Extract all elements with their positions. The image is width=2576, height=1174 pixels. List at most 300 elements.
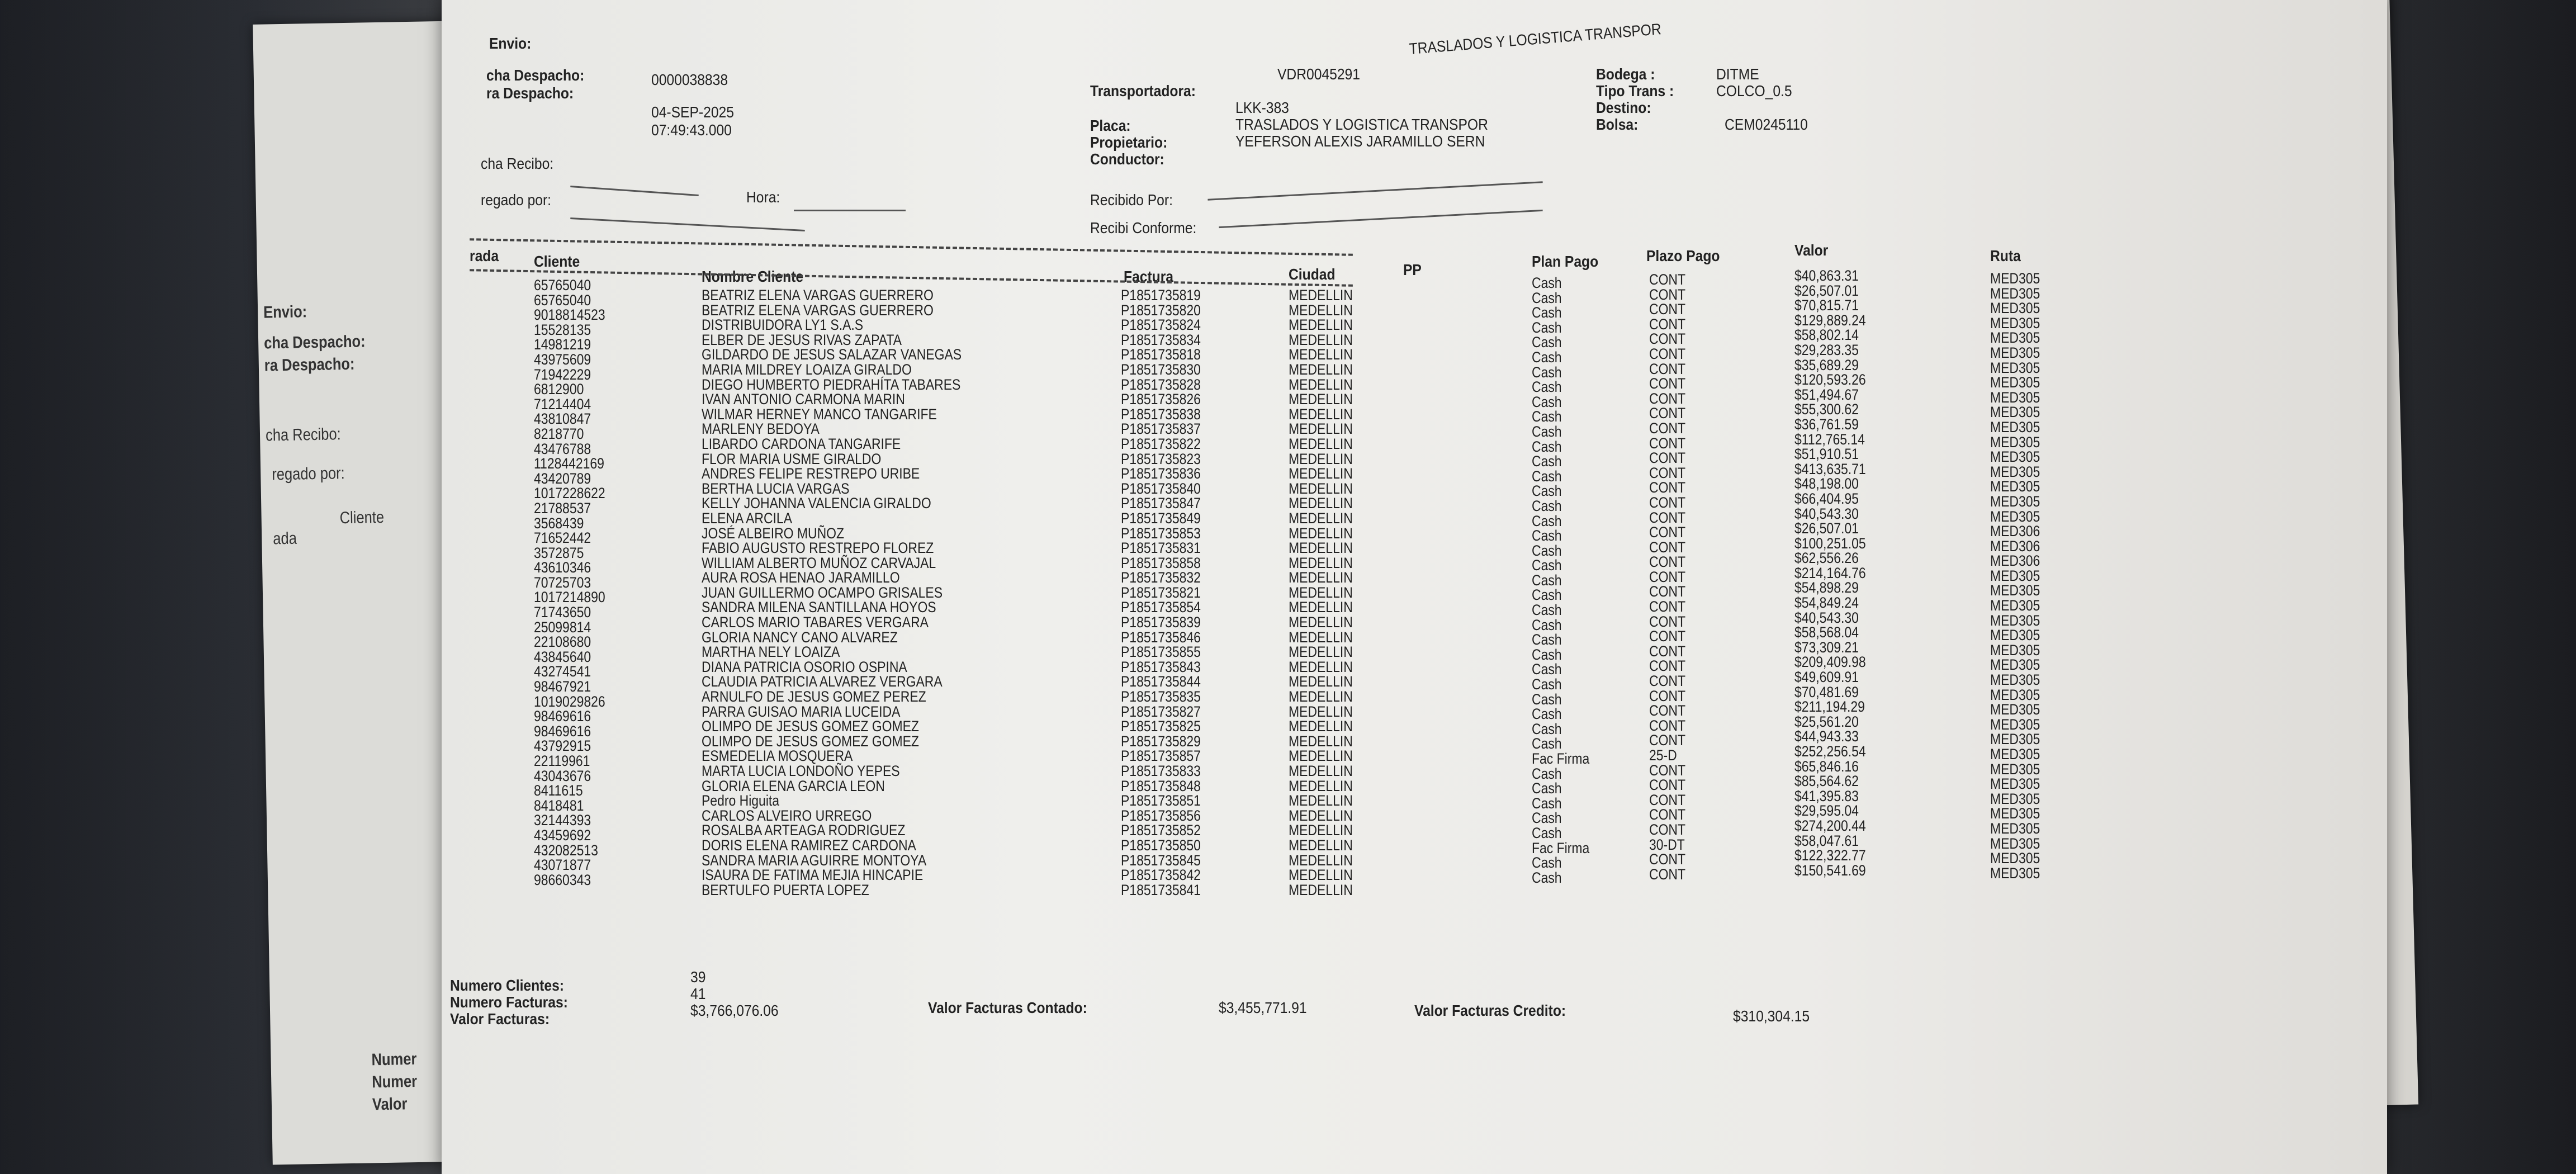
ruta: MED305 xyxy=(1990,835,2040,852)
factura-number: P1851735840 xyxy=(1121,480,1201,497)
cliente-nombre: ELBER DE JESUS RIVAS ZAPATA xyxy=(702,331,902,348)
ruta: MED305 xyxy=(1990,478,2040,495)
factura-number: P1851735855 xyxy=(1121,643,1201,661)
cliente-nombre: DIEGO HUMBERTO PIEDRAHÍTA TABARES xyxy=(702,376,961,393)
cliente-nombre: BEATRIZ ELENA VARGAS GUERRERO xyxy=(702,287,934,304)
plan-pago: Cash xyxy=(1532,274,1562,291)
cliente-id: 71214404 xyxy=(534,395,591,413)
cliente-id: 65765040 xyxy=(534,277,591,294)
dispatch-document xyxy=(442,0,2387,1174)
plan-pago: Cash xyxy=(1532,319,1562,336)
valor: $44,943.33 xyxy=(1794,728,1859,745)
ruta: MED305 xyxy=(1990,656,2040,674)
plazo-pago: CONT xyxy=(1649,301,1686,318)
valor: $36,761.59 xyxy=(1794,415,1859,433)
ruta: MED305 xyxy=(1990,285,2040,302)
ruta: MED305 xyxy=(1990,864,2040,882)
envio-label: Envio: xyxy=(489,35,532,52)
cliente-nombre: CARLOS MARIO TABARES VERGARA xyxy=(702,614,929,631)
plan-pago: Cash xyxy=(1532,557,1562,574)
factura-number: P1851735828 xyxy=(1121,376,1201,393)
ciudad: MEDELLIN xyxy=(1289,524,1353,542)
cliente-id: 98660343 xyxy=(534,871,591,888)
factura-number: P1851735818 xyxy=(1121,346,1201,363)
ciudad: MEDELLIN xyxy=(1289,614,1353,631)
cliente-nombre: FABIO AUGUSTO RESTREPO FLOREZ xyxy=(702,539,934,557)
ciudad: MEDELLIN xyxy=(1289,316,1353,334)
ciudad: MEDELLIN xyxy=(1289,465,1353,482)
ciudad: MEDELLIN xyxy=(1289,643,1353,661)
ciudad: MEDELLIN xyxy=(1289,391,1353,408)
factura-number: P1851735843 xyxy=(1121,658,1201,675)
valor: $26,507.01 xyxy=(1794,282,1859,299)
factura-number: P1851735832 xyxy=(1121,569,1201,586)
plazo-pago: CONT xyxy=(1649,732,1686,749)
entregado-label: regado por: xyxy=(481,191,552,209)
bodega-label: Bodega : xyxy=(1596,65,1655,83)
valor: $252,256.54 xyxy=(1794,743,1866,760)
ruta: MED305 xyxy=(1990,463,2040,480)
factura-number: P1851735826 xyxy=(1121,391,1201,408)
plazo-pago: CONT xyxy=(1649,761,1686,779)
cliente-nombre: MARTHA NELY LOAIZA xyxy=(702,643,840,661)
factura-number: P1851735848 xyxy=(1121,777,1201,794)
cliente-id: 6812900 xyxy=(534,381,584,398)
ciudad: MEDELLIN xyxy=(1289,688,1353,706)
plan-pago: Cash xyxy=(1532,824,1562,841)
ruta: MED306 xyxy=(1990,523,2040,540)
factura-number: P1851735830 xyxy=(1121,361,1201,378)
factura-number: P1851735844 xyxy=(1121,673,1201,690)
hora-label: Hora: xyxy=(746,188,780,206)
cliente-nombre: ESMEDELIA MOSQUERA xyxy=(702,747,853,765)
plazo-pago: CONT xyxy=(1649,628,1686,645)
cliente-nombre: Pedro Higuita xyxy=(702,792,780,810)
factura-number: P1851735823 xyxy=(1121,450,1201,467)
plan-pago: Cash xyxy=(1532,467,1562,485)
valor: $70,815.71 xyxy=(1794,297,1859,314)
ciudad: MEDELLIN xyxy=(1289,301,1353,319)
factura-number: P1851735849 xyxy=(1121,509,1201,527)
plazo-pago: CONT xyxy=(1649,330,1686,348)
ciudad: MEDELLIN xyxy=(1289,732,1353,750)
valor: $66,404.95 xyxy=(1794,490,1859,507)
cliente-id: 71652442 xyxy=(534,529,591,547)
valor-facturas-label: Valor Facturas: xyxy=(450,1010,550,1028)
plazo-pago: CONT xyxy=(1649,851,1686,868)
plan-pago: Fac Firma xyxy=(1532,750,1590,767)
valor: $100,251.05 xyxy=(1794,534,1866,552)
bodega-value: DITME xyxy=(1716,65,1759,83)
factura-number: P1851735822 xyxy=(1121,435,1201,452)
plazo-pago: 25-D xyxy=(1649,747,1677,764)
valor: $214,164.76 xyxy=(1794,564,1866,581)
ruta: MED305 xyxy=(1990,716,2040,733)
cliente-nombre: ISAURA DE FATIMA MEJIA HINCAPIE xyxy=(702,867,924,884)
plan-pago: Cash xyxy=(1532,289,1562,306)
valor: $413,635.71 xyxy=(1794,460,1866,477)
factura-number: P1851735835 xyxy=(1121,688,1201,706)
plazo-pago: CONT xyxy=(1649,613,1686,630)
valor: $40,543.30 xyxy=(1794,505,1859,522)
factura-number: P1851735856 xyxy=(1121,807,1201,824)
cliente-nombre: DORIS ELENA RAMIREZ CARDONA xyxy=(702,836,916,854)
ciudad: MEDELLIN xyxy=(1289,792,1353,810)
plazo-pago: CONT xyxy=(1649,598,1686,616)
ciudad: MEDELLIN xyxy=(1289,554,1353,571)
ciudad: MEDELLIN xyxy=(1289,584,1353,601)
plan-pago: Cash xyxy=(1532,646,1562,663)
valor: $58,047.61 xyxy=(1794,832,1859,849)
factura-number: P1851735842 xyxy=(1121,867,1201,884)
ruta: MED305 xyxy=(1990,329,2040,347)
plan-pago: Cash xyxy=(1532,453,1562,470)
plan-pago: Cash xyxy=(1532,869,1562,886)
plan-pago: Fac Firma xyxy=(1532,839,1590,856)
ruta: MED305 xyxy=(1990,448,2040,466)
plazo-pago: CONT xyxy=(1649,286,1686,303)
plazo-pago: CONT xyxy=(1649,806,1686,823)
valor: $120,593.26 xyxy=(1794,371,1866,389)
ciudad: MEDELLIN xyxy=(1289,405,1353,423)
ciudad: MEDELLIN xyxy=(1289,346,1353,363)
cliente-id: 8418481 xyxy=(534,797,584,814)
plan-pago: Cash xyxy=(1532,854,1562,872)
plazo-pago: CONT xyxy=(1649,568,1686,585)
ruta: MED305 xyxy=(1990,746,2040,763)
ruta: MED305 xyxy=(1990,404,2040,421)
ruta: MED305 xyxy=(1990,389,2040,406)
back-rada-header: ada xyxy=(273,529,297,548)
ruta: MED305 xyxy=(1990,641,2040,659)
ruta: MED305 xyxy=(1990,850,2040,867)
cliente-id: 8218770 xyxy=(534,425,584,442)
valor: $85,564.62 xyxy=(1794,773,1859,790)
col-ciudad: Ciudad xyxy=(1289,266,1336,283)
plan-pago: Cash xyxy=(1532,780,1562,797)
cliente-id: 43459692 xyxy=(534,826,591,844)
fecha-despacho-label: cha Despacho: xyxy=(486,67,585,84)
ruta: MED306 xyxy=(1990,537,2040,555)
cliente-id: 22108680 xyxy=(534,633,591,651)
ruta: MED305 xyxy=(1990,820,2040,837)
cliente-nombre: SANDRA MARIA AGUIRRE MONTOYA xyxy=(702,851,927,869)
cliente-id: 1019029826 xyxy=(534,693,605,710)
cliente-id: 432082513 xyxy=(534,841,598,859)
col-nombre-cliente: Nombre Cliente xyxy=(702,268,804,285)
recibi-conforme-label: Recibi Conforme: xyxy=(1090,219,1197,236)
ciudad: MEDELLIN xyxy=(1289,822,1353,839)
ciudad: MEDELLIN xyxy=(1289,435,1353,452)
back-entregado-label: regado por: xyxy=(271,464,345,484)
factura-number: P1851735829 xyxy=(1121,732,1201,750)
back-fecha-recibo-label: cha Recibo: xyxy=(265,425,342,445)
factura-number: P1851735850 xyxy=(1121,836,1201,854)
plazo-pago: CONT xyxy=(1649,479,1686,496)
cliente-id: 43975609 xyxy=(534,351,591,368)
plazo-pago: CONT xyxy=(1649,464,1686,481)
factura-number: P1851735858 xyxy=(1121,554,1201,571)
valor: $49,609.91 xyxy=(1794,669,1859,686)
col-valor: Valor xyxy=(1794,242,1829,259)
cliente-nombre: SANDRA MILENA SANTILLANA HOYOS xyxy=(702,599,936,616)
cliente-id: 1017228622 xyxy=(534,485,605,502)
ruta: MED305 xyxy=(1990,760,2040,778)
contado-label: Valor Facturas Contado: xyxy=(928,999,1087,1016)
back-footer-label: Valor xyxy=(372,1095,408,1114)
cliente-id: 9018814523 xyxy=(534,306,605,324)
ruta: MED305 xyxy=(1990,775,2040,793)
recibido-por-line xyxy=(1208,181,1542,200)
plan-pago: Cash xyxy=(1532,334,1562,351)
valor: $40,863.31 xyxy=(1794,267,1859,284)
ciudad: MEDELLIN xyxy=(1289,807,1353,824)
conductor-value: YEFERSON ALEXIS JARAMILLO SERN xyxy=(1235,132,1485,150)
cliente-nombre: ARNULFO DE JESUS GOMEZ PEREZ xyxy=(702,688,926,706)
plazo-pago: CONT xyxy=(1649,657,1686,675)
valor: $122,322.77 xyxy=(1794,847,1866,864)
transportadora-name: TRASLADOS Y LOGISTICA TRANSPOR xyxy=(1408,20,1662,58)
valor: $112,765.14 xyxy=(1794,430,1865,448)
valor: $48,198.00 xyxy=(1794,475,1859,493)
cliente-nombre: ANDRES FELIPE RESTREPO URIBE xyxy=(702,465,920,482)
plan-pago: Cash xyxy=(1532,527,1562,545)
ruta: MED305 xyxy=(1990,493,2040,510)
plazo-pago: CONT xyxy=(1649,717,1686,734)
plan-pago: Cash xyxy=(1532,378,1562,396)
cliente-id: 98467921 xyxy=(534,678,591,695)
ciudad: MEDELLIN xyxy=(1289,420,1353,438)
ciudad: MEDELLIN xyxy=(1289,718,1353,735)
valor: $70,481.69 xyxy=(1794,683,1859,700)
cliente-nombre: OLIMPO DE JESUS GOMEZ GOMEZ xyxy=(702,718,919,735)
ruta: MED305 xyxy=(1990,701,2040,718)
cliente-id: 15528135 xyxy=(534,321,591,338)
ruta: MED305 xyxy=(1990,300,2040,317)
ruta: MED305 xyxy=(1990,270,2040,287)
cliente-nombre: JOSÉ ALBEIRO MUÑOZ xyxy=(702,524,845,542)
ruta: MED305 xyxy=(1990,344,2040,361)
ruta: MED305 xyxy=(1990,508,2040,525)
cliente-nombre: JUAN GUILLERMO OCAMPO GRISALES xyxy=(702,584,943,601)
plazo-pago: CONT xyxy=(1649,687,1686,704)
ruta: MED305 xyxy=(1990,627,2040,644)
cliente-id: 43420789 xyxy=(534,470,591,487)
cliente-id: 43274541 xyxy=(534,663,591,680)
ciudad: MEDELLIN xyxy=(1289,361,1353,378)
cliente-id: 98469616 xyxy=(534,722,591,740)
ruta: MED305 xyxy=(1990,418,2040,435)
table-header-top-rule xyxy=(470,238,1353,256)
plazo-pago: 30-DT xyxy=(1649,836,1685,853)
plazo-pago: CONT xyxy=(1649,494,1686,511)
ciudad: MEDELLIN xyxy=(1289,673,1353,690)
valor: $35,689.29 xyxy=(1794,356,1859,373)
ruta: MED305 xyxy=(1990,567,2040,584)
plan-pago: Cash xyxy=(1532,512,1562,529)
col-ruta: Ruta xyxy=(1990,247,2021,264)
ruta: MED305 xyxy=(1990,671,2040,689)
plazo-pago: CONT xyxy=(1649,524,1686,541)
col-pp: PP xyxy=(1403,261,1422,278)
cliente-id: 43476788 xyxy=(534,440,591,457)
cliente-nombre: BERTULFO PUERTA LOPEZ xyxy=(702,881,869,898)
plazo-pago: CONT xyxy=(1649,553,1686,571)
ruta: MED305 xyxy=(1990,314,2040,332)
table-header-bottom-rule xyxy=(470,266,1353,287)
plan-pago: Cash xyxy=(1532,542,1562,559)
valor: $29,283.35 xyxy=(1794,341,1859,358)
ciudad: MEDELLIN xyxy=(1289,658,1353,675)
factura-number: P1851735821 xyxy=(1121,584,1201,601)
plan-pago: Cash xyxy=(1532,810,1562,827)
ciudad: MEDELLIN xyxy=(1289,376,1353,393)
cliente-nombre: AURA ROSA HENAO JARAMILLO xyxy=(702,569,900,586)
ciudad: MEDELLIN xyxy=(1289,599,1353,616)
ciudad: MEDELLIN xyxy=(1289,539,1353,557)
propietario-value: TRASLADOS Y LOGISTICA TRANSPOR xyxy=(1235,116,1488,133)
plan-pago: Cash xyxy=(1532,720,1562,737)
ciudad: MEDELLIN xyxy=(1289,450,1353,467)
cliente-nombre: ELENA ARCILA xyxy=(702,509,793,527)
valor: $73,309.21 xyxy=(1794,638,1859,656)
conductor-label: Conductor: xyxy=(1090,150,1164,168)
factura-number: P1851735836 xyxy=(1121,465,1201,482)
propietario-label: Propietario: xyxy=(1090,134,1168,151)
valor: $25,561.20 xyxy=(1794,713,1859,730)
cliente-id: 1128442169 xyxy=(534,455,604,472)
plan-pago: Cash xyxy=(1532,571,1562,589)
cliente-id: 43610346 xyxy=(534,559,591,576)
factura-number: P1851735833 xyxy=(1121,763,1201,779)
numero-facturas-value: 41 xyxy=(690,985,706,1002)
valor: $40,543.30 xyxy=(1794,609,1859,626)
plan-pago: Cash xyxy=(1532,393,1562,410)
entregado-line xyxy=(570,217,805,231)
valor: $41,395.83 xyxy=(1794,787,1859,804)
ciudad: MEDELLIN xyxy=(1289,628,1353,646)
back-footer-label: Numer xyxy=(371,1049,417,1069)
cliente-nombre: WILMAR HERNEY MANCO TANGARIFE xyxy=(702,405,937,423)
plazo-pago: CONT xyxy=(1649,821,1686,838)
credito-label: Valor Facturas Credito: xyxy=(1414,1002,1566,1019)
cliente-nombre: GLORIA NANCY CANO ALVAREZ xyxy=(702,628,898,646)
numero-clientes-label: Numero Clientes: xyxy=(450,977,565,994)
ruta: MED305 xyxy=(1990,805,2040,822)
cliente-id: 8411615 xyxy=(534,782,583,799)
plazo-pago: CONT xyxy=(1649,315,1686,333)
cliente-id: 14981219 xyxy=(534,336,591,353)
col-plazo-pago: Plazo Pago xyxy=(1646,247,1720,264)
col-rada: rada xyxy=(470,247,499,264)
ruta: MED305 xyxy=(1990,374,2040,391)
factura-number: P1851735853 xyxy=(1121,524,1201,542)
plan-pago: Cash xyxy=(1532,348,1562,366)
plazo-pago: CONT xyxy=(1649,583,1686,600)
valor: $65,846.16 xyxy=(1794,758,1859,775)
plan-pago: Cash xyxy=(1532,497,1562,514)
envio-number: 0000038838 xyxy=(651,71,728,88)
plan-pago: Cash xyxy=(1532,690,1562,708)
plan-pago: Cash xyxy=(1532,423,1562,440)
plan-pago: Cash xyxy=(1532,616,1562,633)
transportadora-label: Transportadora: xyxy=(1090,82,1196,100)
cliente-nombre: GILDARDO DE JESUS SALAZAR VANEGAS xyxy=(702,346,962,363)
factura-number: P1851735838 xyxy=(1121,405,1201,423)
factura-number: P1851735824 xyxy=(1121,316,1201,334)
cliente-id: 32144393 xyxy=(534,812,591,829)
plan-pago: Cash xyxy=(1532,794,1562,812)
plazo-pago: CONT xyxy=(1649,509,1686,526)
plan-pago: Cash xyxy=(1532,363,1562,381)
cliente-nombre: MARTA LUCIA LONDOÑO YEPES xyxy=(702,763,900,779)
ruta: MED305 xyxy=(1990,790,2040,807)
credito-value: $310,304.15 xyxy=(1733,1007,1810,1025)
back-cliente-header: Cliente xyxy=(339,508,385,528)
ruta: MED305 xyxy=(1990,597,2040,614)
valor-facturas-value: $3,766,076.06 xyxy=(690,1002,779,1019)
plan-pago: Cash xyxy=(1532,706,1562,723)
ciudad: MEDELLIN xyxy=(1289,480,1353,497)
cliente-id: 70725703 xyxy=(534,574,591,591)
ruta: MED305 xyxy=(1990,582,2040,599)
cliente-nombre: IVAN ANTONIO CARMONA MARIN xyxy=(702,391,905,408)
factura-number: P1851735846 xyxy=(1121,628,1201,646)
cliente-nombre: FLOR MARIA USME GIRALDO xyxy=(702,450,882,467)
factura-number: P1851735837 xyxy=(1121,420,1201,438)
valor: $54,849.24 xyxy=(1794,594,1859,612)
hora-despacho-label: ra Despacho: xyxy=(486,84,574,102)
cliente-nombre: CARLOS ALVEIRO URREGO xyxy=(702,807,872,824)
numero-clientes-value: 39 xyxy=(690,968,706,986)
plazo-pago: CONT xyxy=(1649,777,1686,794)
factura-number: P1851735839 xyxy=(1121,614,1201,631)
destino-label: Destino: xyxy=(1596,99,1651,116)
cliente-id: 25099814 xyxy=(534,618,591,636)
ruta: MED306 xyxy=(1990,552,2040,570)
back-fecha-despacho-label: cha Despacho: xyxy=(263,332,366,353)
bolsa-value: CEM0245110 xyxy=(1725,116,1808,133)
cliente-nombre: DISTRIBUIDORA LY1 S.A.S xyxy=(702,316,864,334)
cliente-id: 43810847 xyxy=(534,410,591,428)
ciudad: MEDELLIN xyxy=(1289,747,1353,765)
cliente-id: 98469616 xyxy=(534,708,591,725)
plazo-pago: CONT xyxy=(1649,673,1686,690)
plazo-pago: CONT xyxy=(1649,375,1686,392)
factura-number: P1851735845 xyxy=(1121,851,1201,869)
col-plan-pago: Plan Pago xyxy=(1532,253,1599,270)
ciudad: MEDELLIN xyxy=(1289,331,1353,348)
ciudad: MEDELLIN xyxy=(1289,703,1353,720)
placa-value: LKK-383 xyxy=(1235,99,1289,116)
factura-number: P1851735847 xyxy=(1121,495,1201,512)
plazo-pago: CONT xyxy=(1649,865,1686,883)
fecha-recibo-label: cha Recibo: xyxy=(481,155,554,172)
cliente-nombre: ROSALBA ARTEAGA RODRIGUEZ xyxy=(702,822,906,839)
cliente-nombre: MARLENY BEDOYA xyxy=(702,420,820,438)
ciudad: MEDELLIN xyxy=(1289,763,1353,779)
valor: $58,568.04 xyxy=(1794,624,1859,641)
cliente-nombre: OLIMPO DE JESUS GOMEZ GOMEZ xyxy=(702,732,919,750)
tipo-trans-value: COLCO_0.5 xyxy=(1716,82,1792,100)
factura-number: P1851735825 xyxy=(1121,718,1201,735)
valor: $62,556.26 xyxy=(1794,550,1859,567)
plazo-pago: CONT xyxy=(1649,538,1686,556)
plan-pago: Cash xyxy=(1532,676,1562,693)
plan-pago: Cash xyxy=(1532,602,1562,619)
valor: $29,595.04 xyxy=(1794,802,1859,820)
cliente-nombre: MARIA MILDREY LOAIZA GIRALDO xyxy=(702,361,912,378)
